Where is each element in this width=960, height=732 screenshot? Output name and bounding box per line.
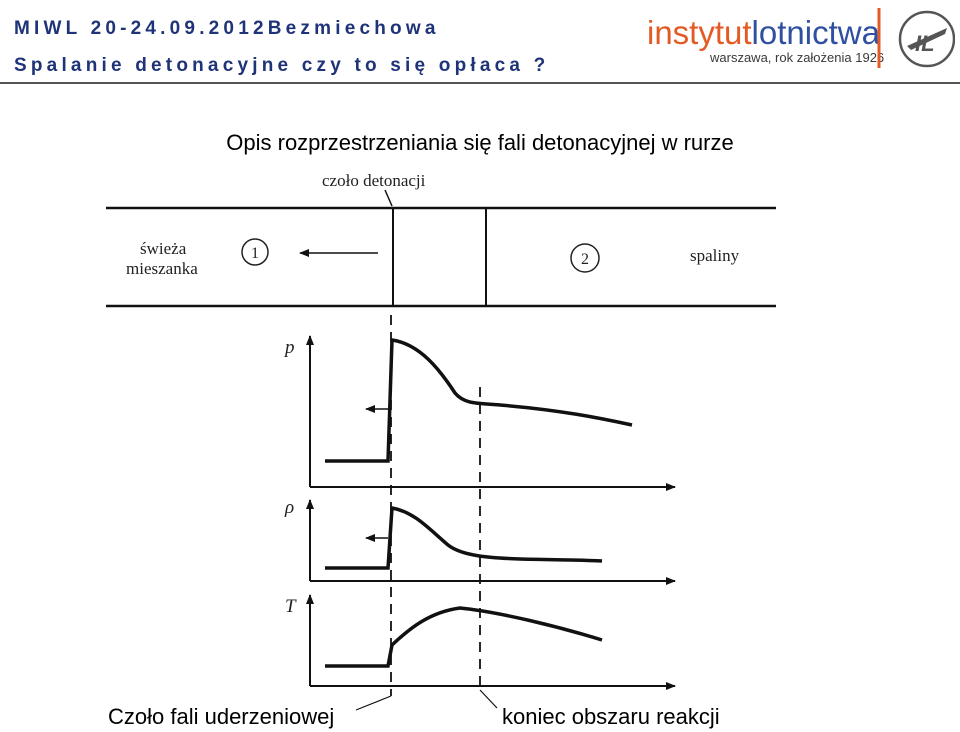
pressure-curve bbox=[325, 340, 632, 461]
header-topic-line: Spalanie detonacyjne czy to się opłaca ? bbox=[14, 55, 550, 76]
front-label: czoło detonacji bbox=[322, 171, 426, 190]
shock-front-caption: Czoło fali uderzeniowej bbox=[108, 704, 335, 729]
pressure-plot bbox=[283, 336, 675, 487]
front-pointer bbox=[385, 190, 392, 206]
tube bbox=[106, 208, 776, 306]
left-caption-pointer bbox=[356, 696, 391, 710]
pressure-label: p bbox=[285, 337, 295, 358]
region-2-label: 2 bbox=[581, 251, 589, 268]
fresh-mix-label-2: mieszanka bbox=[126, 259, 198, 278]
svg-text:IL: IL bbox=[915, 31, 935, 56]
logo-tagline: warszawa, rok założenia 1926 bbox=[710, 50, 885, 65]
density-label: ρ bbox=[285, 497, 295, 518]
exhaust-label: spaliny bbox=[690, 246, 740, 265]
right-caption-pointer bbox=[480, 690, 497, 708]
region-1-label: 1 bbox=[251, 245, 259, 262]
logo-wordmark: instytutlotnictwa bbox=[647, 14, 880, 51]
slide-title: Opis rozprzestrzeniania się fali detonacyjnej w rurze bbox=[226, 130, 734, 155]
temperature-label: T bbox=[285, 596, 296, 617]
reaction-end-caption: koniec obszaru reakcji bbox=[502, 704, 720, 729]
header-event-line: MIWL 20-24.09.2012Bezmiechowa bbox=[14, 18, 440, 39]
temperature-curve bbox=[325, 608, 602, 666]
fresh-mix-label-1: świeża bbox=[140, 239, 187, 258]
